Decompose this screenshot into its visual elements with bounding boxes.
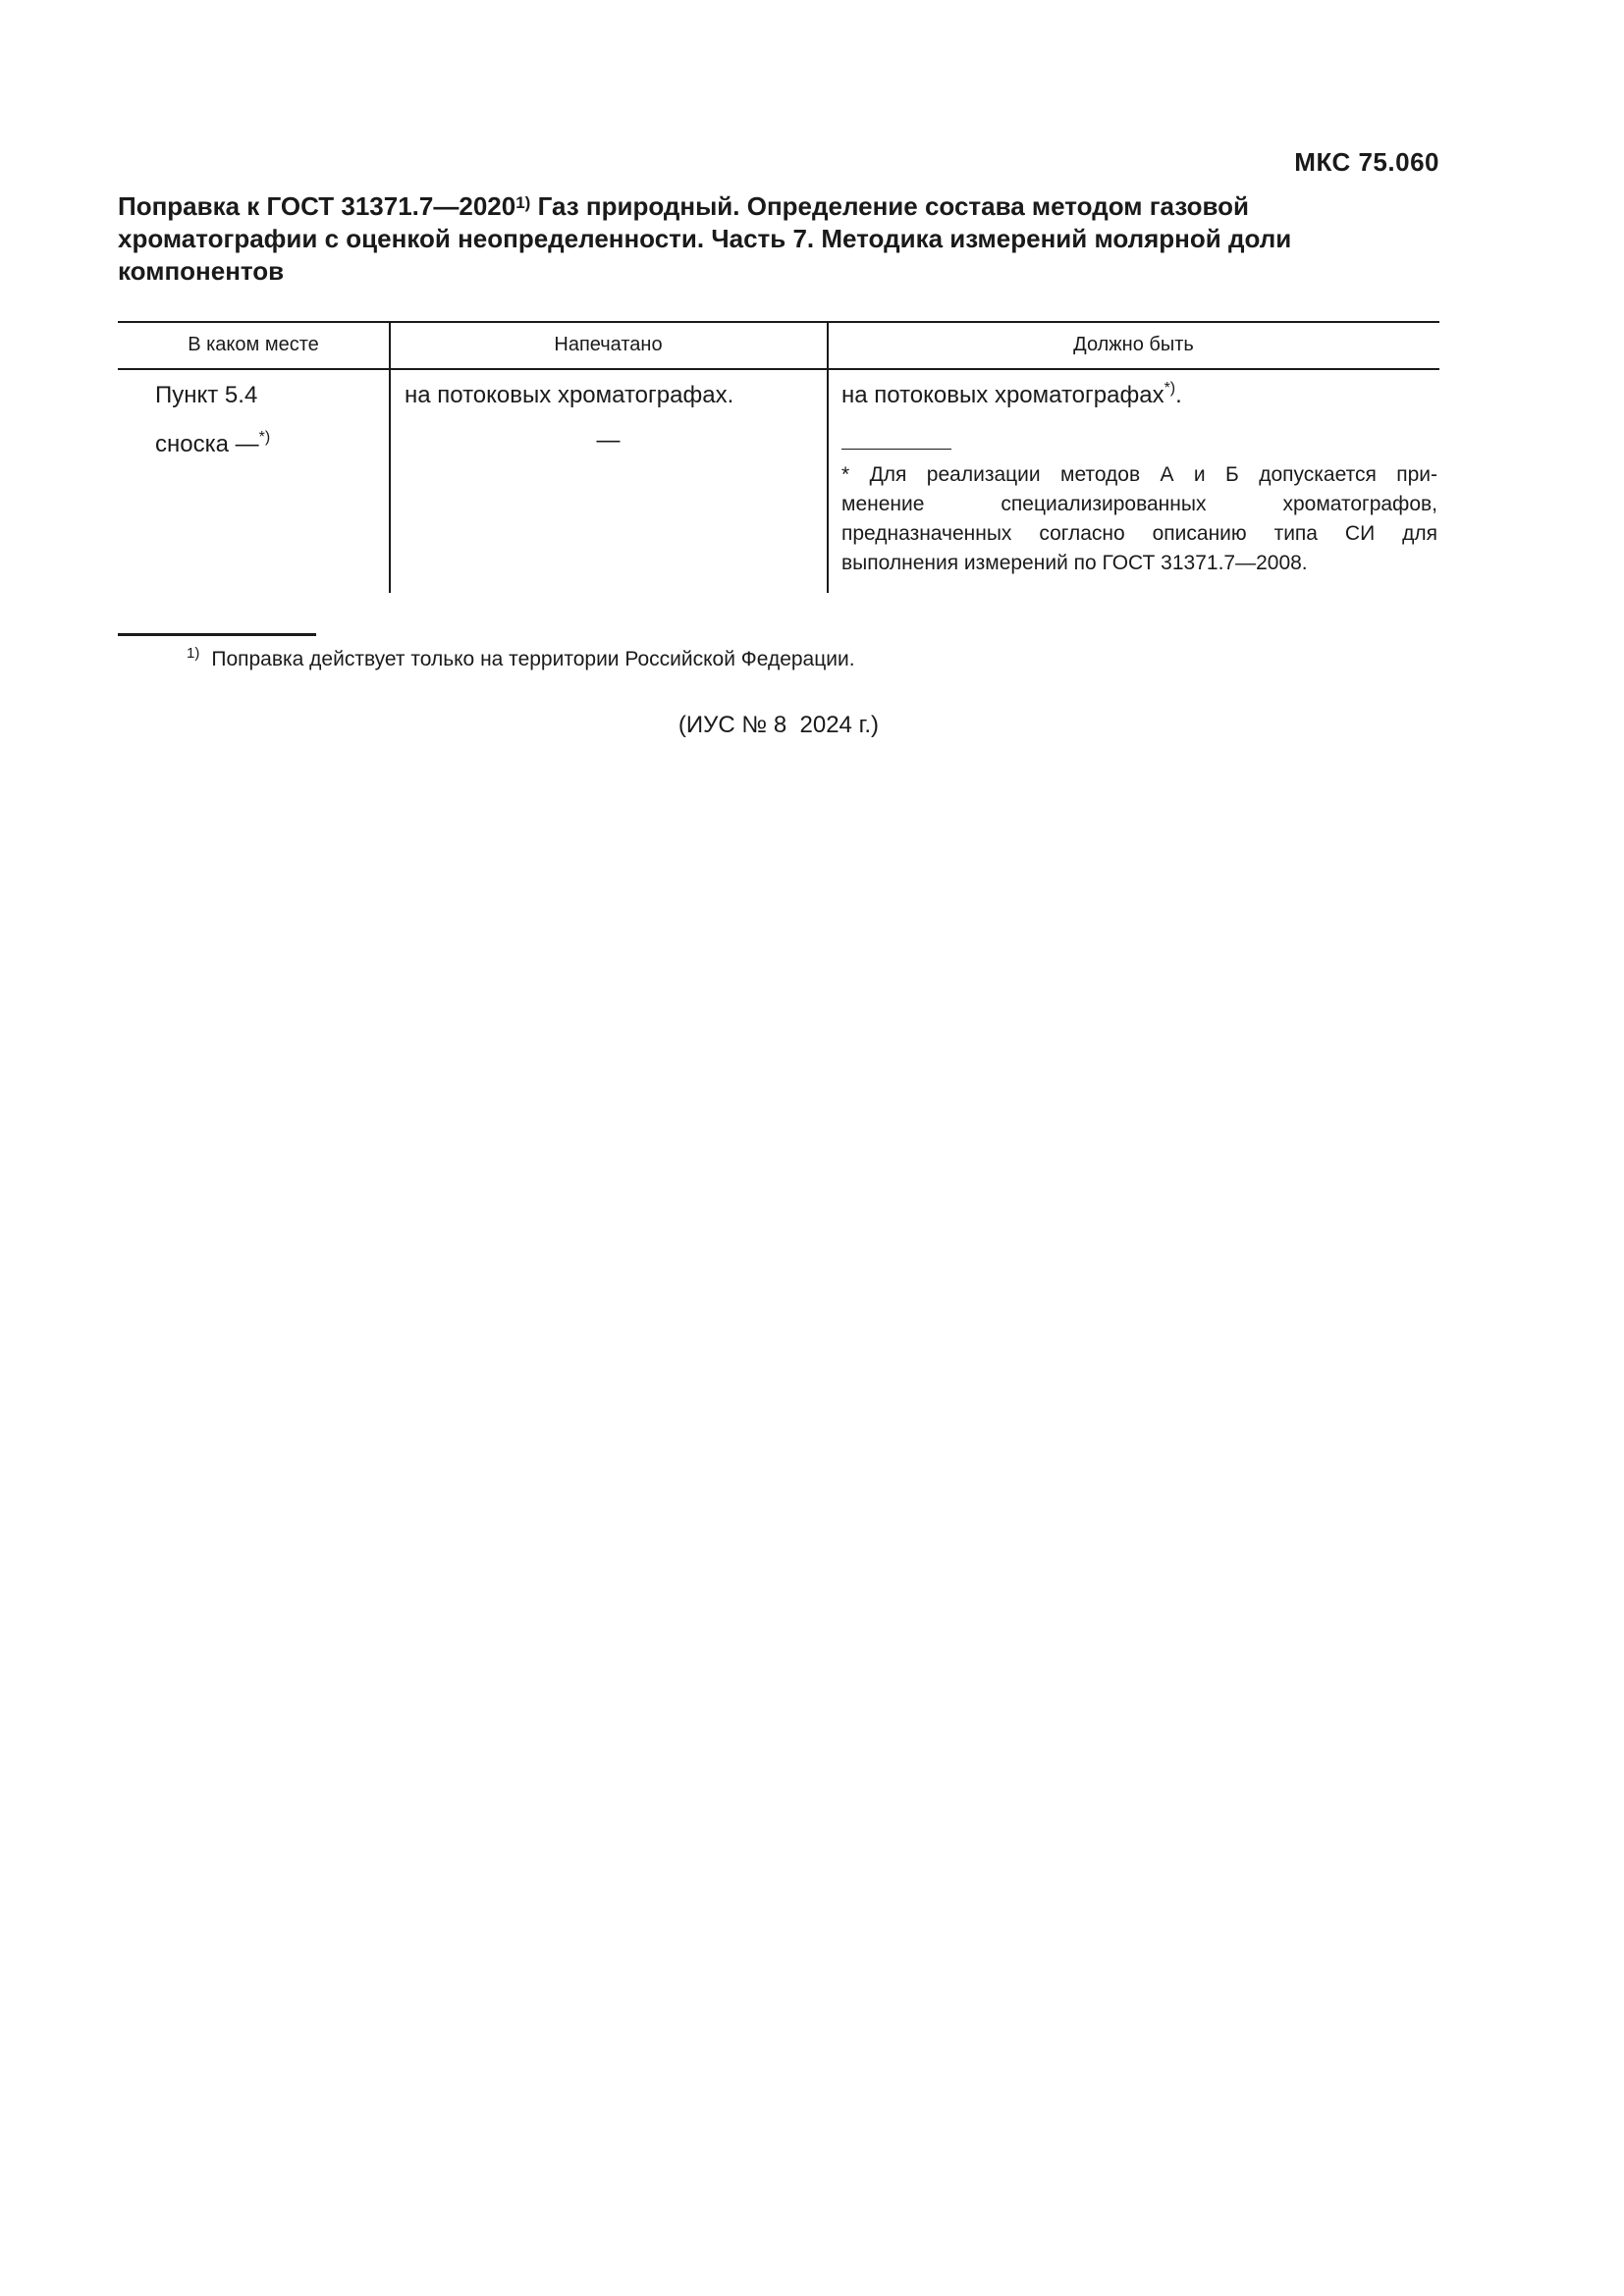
row2-should-be-note bbox=[841, 460, 1437, 578]
row2-place-text: сноска — bbox=[155, 431, 259, 457]
row2-printed: — bbox=[596, 427, 621, 454]
footnote-rule bbox=[118, 633, 316, 636]
title-line-1 bbox=[118, 190, 1439, 223]
header-printed: Напечатано bbox=[554, 334, 663, 355]
row2-footnote-marker: *) bbox=[258, 429, 271, 446]
note-line-4: выполнения измерений по ГОСТ 31371.7—2008. bbox=[841, 552, 1308, 574]
document-page bbox=[118, 0, 1439, 2296]
footnote bbox=[187, 645, 855, 671]
title-footnote-marker: 1) bbox=[515, 193, 531, 212]
row1-should-be-tail: . bbox=[1175, 382, 1182, 408]
table-column-divider-2 bbox=[827, 321, 829, 593]
title-text-b: Газ природный. Определение состава методом газовой bbox=[530, 191, 1249, 221]
title-line-2: хроматографии с оценкой неопределенности. Часть 7. Методика измерений молярной доли bbox=[118, 224, 1292, 253]
note-line-1: * Для реализации методов А и Б допускается при- bbox=[841, 463, 1437, 486]
row2-note-separator bbox=[841, 449, 951, 450]
row1-place: Пункт 5.4 bbox=[155, 382, 258, 408]
row1-should-be-text: на потоковых хроматографах bbox=[841, 382, 1164, 408]
table-top-rule bbox=[118, 321, 1439, 323]
row1-footnote-marker: *) bbox=[1164, 380, 1176, 397]
note-line-2: менение специализированных хроматографов, bbox=[841, 493, 1437, 515]
title-line-3: компонентов bbox=[118, 256, 285, 286]
table-header-rule bbox=[118, 368, 1439, 370]
amendment-table bbox=[118, 321, 1439, 593]
row1-should-be bbox=[841, 382, 1182, 409]
header-place: В каком месте bbox=[188, 334, 319, 355]
footnote-text: Поправка действует только на территории Российской Федерации. bbox=[211, 648, 855, 670]
note-line-3: предназначенных согласно описанию типа СИ для bbox=[841, 522, 1437, 545]
mks-code: МКС 75.060 bbox=[1294, 147, 1439, 177]
row2-place bbox=[155, 431, 270, 458]
issue-reference: (ИУС № 8 2024 г.) bbox=[677, 712, 880, 738]
document-title bbox=[118, 190, 1439, 288]
header-should-be: Должно быть bbox=[1073, 334, 1194, 355]
title-text-a: Поправка к ГОСТ 31371.7—2020 bbox=[118, 191, 516, 221]
footnote-marker: 1) bbox=[187, 645, 200, 662]
row1-printed: на потоковых хроматографах. bbox=[405, 382, 734, 408]
table-column-divider-1 bbox=[389, 321, 391, 593]
